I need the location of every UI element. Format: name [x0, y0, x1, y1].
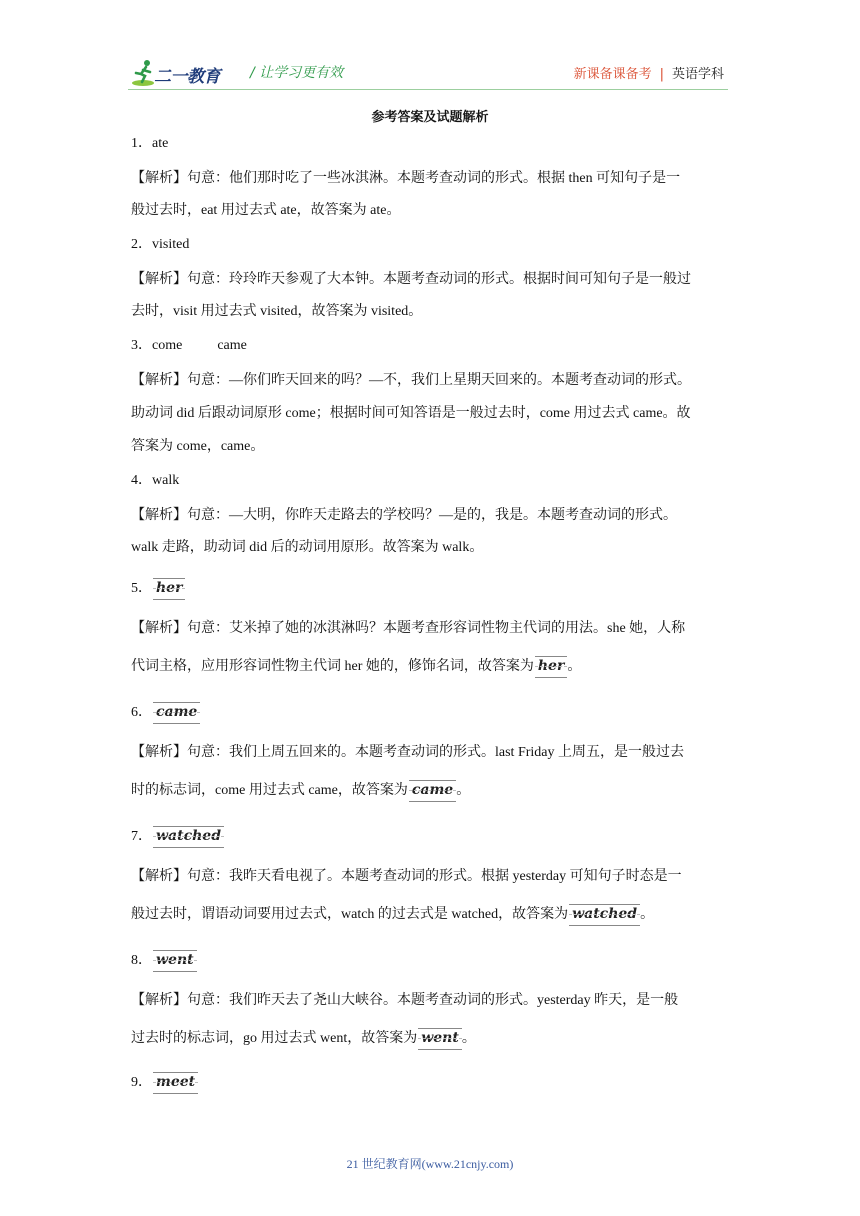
answer-line	[131, 826, 224, 848]
answer-number: 5．	[131, 581, 152, 597]
analysis-text: 答案为 come，came。	[131, 439, 265, 454]
page-header	[128, 52, 728, 92]
subject-label: 英语学科	[671, 67, 724, 82]
logo-text: 二一教育	[154, 67, 220, 87]
header-divider	[128, 89, 728, 90]
handwritten-answer: went	[153, 950, 197, 972]
analysis-line	[131, 505, 677, 526]
analysis-line	[131, 168, 680, 189]
analysis-text: 时的标志词，come 用过去式 came，故答案为	[131, 783, 408, 799]
analysis-text: 句意：我们昨天去了尧山大峡谷。本题考查动词的形式。yesterday 昨天，是一般	[187, 993, 679, 1008]
analysis-line	[131, 742, 684, 763]
header-separator: |	[659, 67, 664, 82]
analysis-line	[131, 866, 682, 887]
logo	[132, 58, 242, 88]
analysis-text: 般过去时，谓语动词要用过去式，watch 的过去式是 watched，故答案为	[131, 907, 569, 923]
answer-line: 3．come came	[131, 338, 247, 353]
period: 。	[567, 659, 582, 675]
analysis-line	[131, 269, 691, 290]
period: 。	[461, 1031, 476, 1047]
answer-number: 7．	[131, 829, 152, 845]
analysis-line	[131, 370, 691, 391]
handwritten-answer: watched	[569, 904, 640, 926]
answer-line	[131, 1072, 198, 1094]
analysis-text: 句意：他们那时吃了一些冰淇淋。本题考查动词的形式。根据 then 可知句子是一	[187, 171, 681, 186]
analysis-label: 【解析】	[131, 507, 187, 523]
analysis-label: 【解析】	[131, 372, 187, 388]
handwritten-answer: her	[153, 578, 185, 600]
analysis-text: 助动词 did 后跟动词原形 come；根据时间可知答语是一般过去时，come 用过去式 came。故	[131, 406, 691, 421]
analysis-text: 般过去时，eat 用过去式 ate，故答案为 ate。	[131, 203, 401, 218]
analysis-line	[131, 904, 654, 926]
answer-line	[131, 702, 200, 724]
analysis-line	[131, 656, 581, 678]
course-label: 新课备课备考	[573, 67, 652, 82]
analysis-text: 代词主格，应用形容词性物主代词 her 她的，修饰名词，故答案为	[131, 659, 534, 675]
analysis-label: 【解析】	[131, 992, 187, 1008]
answer-line: 4．walk	[131, 473, 180, 488]
handwritten-answer: went	[418, 1028, 462, 1050]
analysis-line	[131, 990, 678, 1011]
handwritten-answer: her	[535, 656, 567, 678]
answer-line	[131, 950, 197, 972]
answer-number: 8．	[131, 953, 152, 969]
period: 。	[640, 907, 655, 923]
analysis-text: walk 走路，助动词 did 后的动词用原形。故答案为 walk。	[131, 540, 484, 555]
handwritten-answer: watched	[153, 826, 224, 848]
analysis-text: 过去时的标志词，go 用过去式 went，故答案为	[131, 1031, 418, 1047]
analysis-text: 句意：我们上周五回来的。本题考查动词的形式。last Friday 上周五，是一般过去	[187, 745, 684, 760]
analysis-label: 【解析】	[131, 744, 187, 760]
answer-number: 9．	[131, 1075, 152, 1091]
handwritten-answer: came	[153, 702, 200, 724]
handwritten-answer: meet	[153, 1072, 198, 1094]
page-title: 参考答案及试题解析	[371, 110, 489, 125]
answer-line: 2．visited	[131, 237, 190, 252]
answer-number: 6．	[131, 705, 152, 721]
analysis-line	[131, 618, 685, 639]
handwritten-answer: came	[409, 780, 456, 802]
analysis-text: 句意：艾米掉了她的冰淇淋吗？本题考查形容词性物主代词的用法。she 她，人称	[187, 621, 686, 636]
analysis-label: 【解析】	[131, 868, 187, 884]
header-right	[574, 63, 724, 82]
analysis-line	[131, 1028, 476, 1050]
slogan: / 让学习更有效	[250, 65, 344, 81]
answer-line: 1．ate	[131, 136, 169, 151]
analysis-line	[131, 780, 470, 802]
analysis-label: 【解析】	[131, 170, 187, 186]
analysis-text: 句意：玲玲昨天参观了大本钟。本题考查动词的形式。根据时间可知句子是一般过	[187, 272, 691, 287]
answer-line	[131, 578, 185, 600]
runner-logo-icon	[132, 58, 156, 88]
analysis-label: 【解析】	[131, 620, 187, 636]
analysis-text: 句意：—大明，你昨天走路去的学校吗？—是的，我是。本题考查动词的形式。	[187, 508, 677, 523]
analysis-text: 句意：我昨天看电视了。本题考查动词的形式。根据 yesterday 可知句子时态是一	[187, 869, 682, 884]
page-footer: 21 世纪教育网(www.21cnjy.com)	[346, 1157, 514, 1171]
period: 。	[456, 783, 471, 799]
analysis-text: 句意：—你们昨天回来的吗？—不，我们上星期天回来的。本题考查动词的形式。	[187, 373, 691, 388]
analysis-label: 【解析】	[131, 271, 187, 287]
analysis-text: 去时，visit 用过去式 visited，故答案为 visited。	[131, 304, 423, 319]
